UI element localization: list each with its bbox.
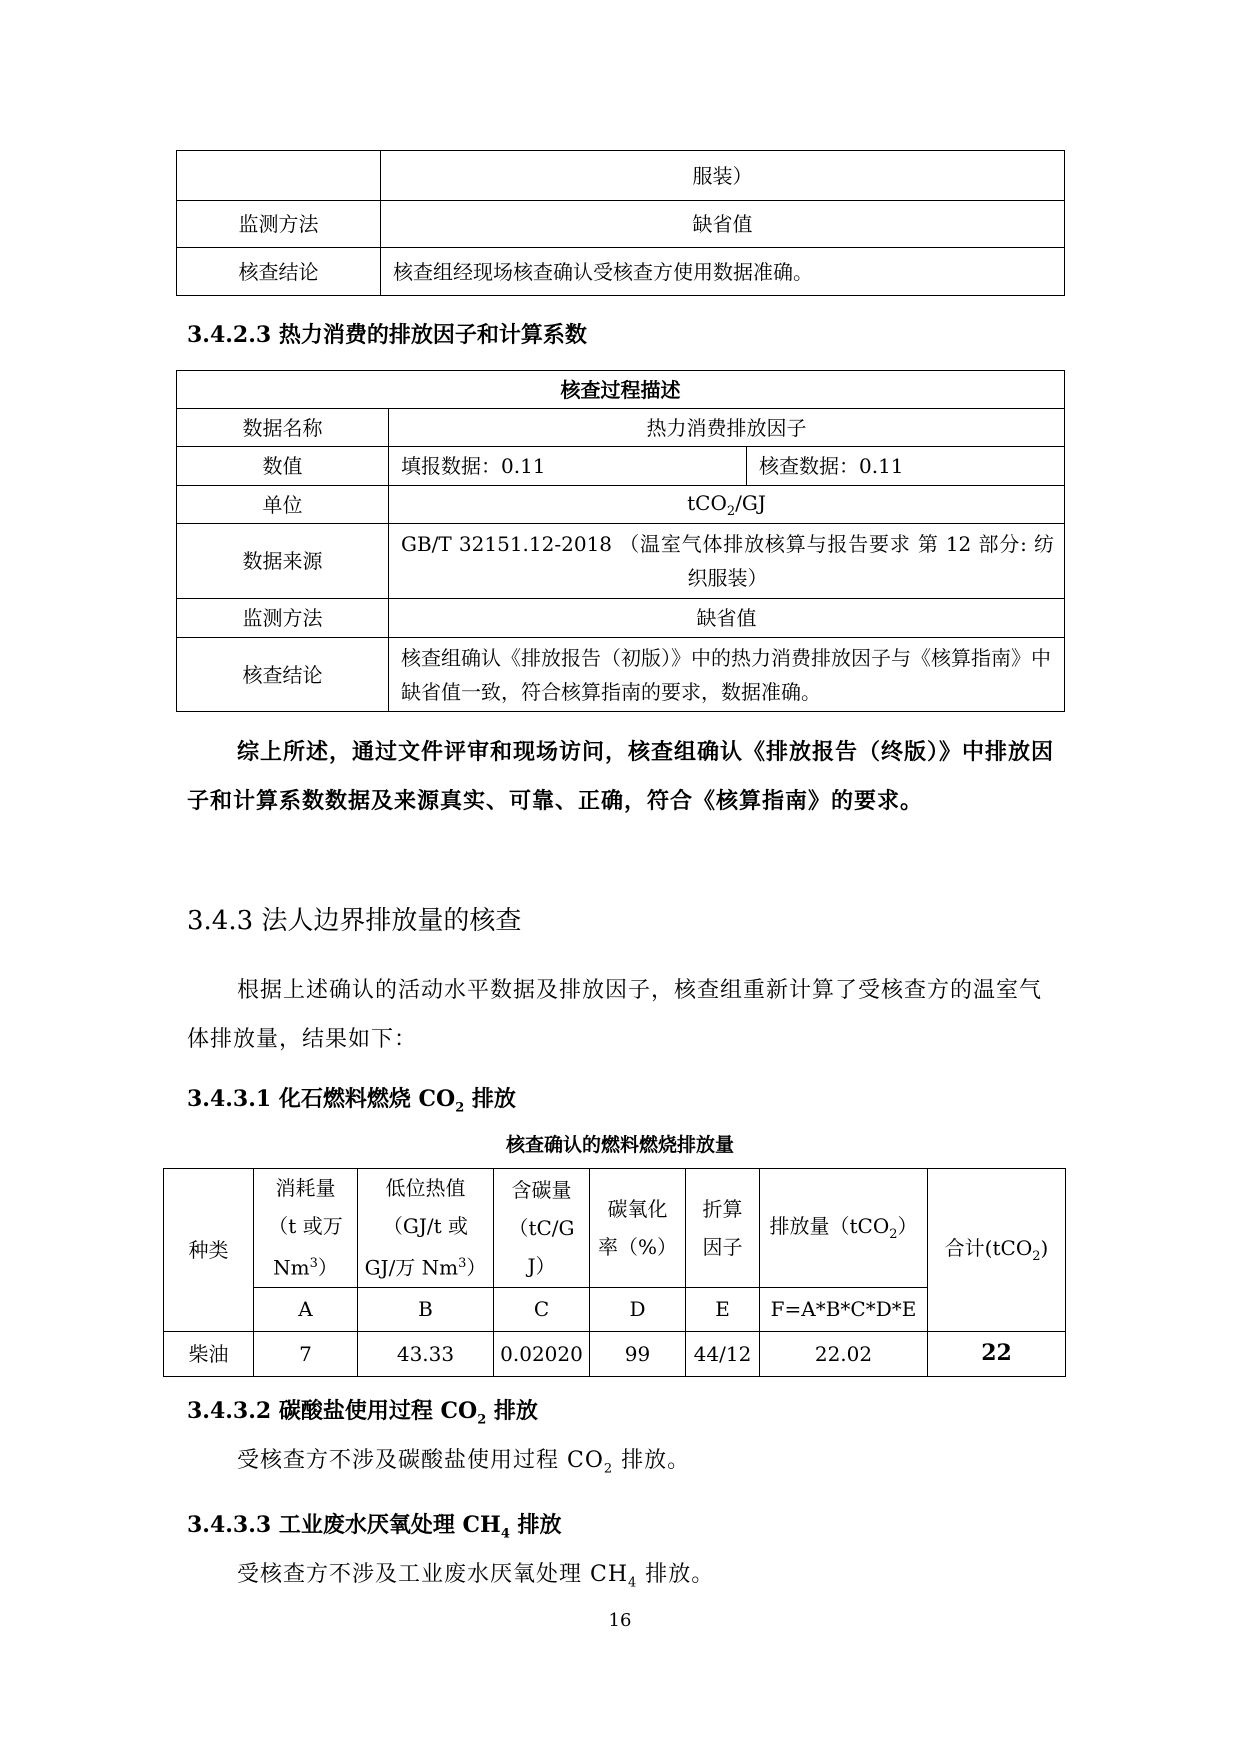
col-e-header: 折算 因子	[686, 1169, 760, 1288]
heading-3-4-3: 3.4.3 法人边界排放量的核查	[187, 906, 522, 936]
carbonate-paragraph: 受核查方不涉及碳酸盐使用过程 $CO_2$ 排放。	[237, 1448, 691, 1477]
page-number: 16	[608, 1610, 632, 1631]
col-f-header: 排放量（tCO$_2$）	[760, 1169, 928, 1288]
col-kind-header: 种类	[164, 1169, 254, 1332]
row-label: 数值	[177, 447, 389, 486]
col-d-header: 碳氧化 率（%）	[590, 1169, 686, 1288]
heading-3-4-2-3: 3.4.2.3 热力消费的排放因子和计算系数	[187, 322, 587, 348]
value-b: 43.33	[358, 1331, 494, 1376]
table-heat-emission-factor	[176, 370, 1065, 712]
row-value: 热力消费排放因子	[389, 409, 1065, 447]
row-value: GB/T 32151.12-2018 （温室气体排放核算与报告要求 第 12 部分: 纺织服装）	[389, 524, 1065, 599]
value-d: 99	[590, 1331, 686, 1376]
letter-cell: D	[590, 1287, 686, 1331]
fuel-kind: 柴油	[164, 1331, 254, 1376]
row-value: 缺省值	[389, 599, 1065, 638]
table-row	[177, 201, 1065, 248]
row-label	[177, 151, 381, 201]
letter-cell: C	[494, 1287, 590, 1331]
row-value: 服装）	[381, 151, 1065, 201]
col-b-header: 低位热值 （GJ/t 或 GJ/万 Nm$^3$）	[358, 1169, 494, 1288]
table-data-source-continued	[176, 150, 1065, 296]
table-header-row	[164, 1169, 1066, 1288]
row-label: 核查结论	[177, 248, 381, 296]
row-value: 核查组经现场核查确认受核查方使用数据准确。	[381, 248, 1065, 296]
intro-paragraph: 根据上述确认的活动水平数据及排放因子，核查组重新计算了受核查方的温室气体排放量，结果如下：	[187, 978, 1043, 1052]
col-a-header: 消耗量 （t 或万 Nm$^3$）	[254, 1169, 358, 1288]
col-total-header: 合计(tCO$_2$)	[928, 1169, 1066, 1332]
row-label: 监测方法	[177, 599, 389, 638]
value-a: 7	[254, 1331, 358, 1376]
table-row	[177, 599, 1065, 638]
value-f: 22.02	[760, 1331, 928, 1376]
table-row	[177, 524, 1065, 599]
row-value: 核查组确认《排放报告（初版）》中的热力消费排放因子与《核算指南》中缺省值一致，符合核算指南的要求，数据准确。	[389, 638, 1065, 712]
row-label: 数据名称	[177, 409, 389, 447]
row-label: 监测方法	[177, 201, 381, 248]
table-row	[177, 486, 1065, 524]
letter-cell: F=A*B*C*D*E	[760, 1287, 928, 1331]
col-c-header: 含碳量 （tC/G J）	[494, 1169, 590, 1288]
heading-3-4-3-3: 3.4.3.3 工业废水厌氧处理 $CH_4$ 排放	[187, 1512, 562, 1542]
row-value: 缺省值	[381, 201, 1065, 248]
table-row	[177, 248, 1065, 296]
reported-value: 填报数据：0.11	[389, 447, 747, 486]
verified-value: 核查数据：0.11	[747, 447, 1065, 486]
row-label: 核查结论	[177, 638, 389, 712]
unit-value: tCO$_2$/GJ	[389, 486, 1065, 524]
heading-3-4-3-2: 3.4.3.2 碳酸盐使用过程 $CO_2$ 排放	[187, 1398, 538, 1428]
table-header-row	[177, 371, 1065, 409]
table-row	[164, 1331, 1066, 1376]
letter-cell: A	[254, 1287, 358, 1331]
table-row	[177, 409, 1065, 447]
value-total: 22	[928, 1331, 1066, 1376]
value-e: 44/12	[686, 1331, 760, 1376]
heading-3-4-3-1: 3.4.3.1 化石燃料燃烧 $CO_2$ 排放	[187, 1086, 516, 1116]
wastewater-paragraph: 受核查方不涉及工业废水厌氧处理 $CH_4$ 排放。	[237, 1562, 715, 1591]
summary-paragraph: 综上所述，通过文件评审和现场访问，核查组确认《排放报告（终版）》中排放因子和计算系数数据及来源真实、可靠、正确，符合《核算指南》的要求。	[187, 739, 1055, 814]
letter-cell: B	[358, 1287, 494, 1331]
letter-cell: E	[686, 1287, 760, 1331]
table-row	[177, 447, 1065, 486]
row-label: 单位	[177, 486, 389, 524]
table-header: 核查过程描述	[177, 371, 1065, 409]
fuel-combustion-table	[163, 1168, 1066, 1377]
table-row	[177, 151, 1065, 201]
row-label: 数据来源	[177, 524, 389, 599]
value-c: 0.02020	[494, 1331, 590, 1376]
table-row	[177, 638, 1065, 712]
fuel-table-caption: 核查确认的燃料燃烧排放量	[505, 1134, 734, 1156]
